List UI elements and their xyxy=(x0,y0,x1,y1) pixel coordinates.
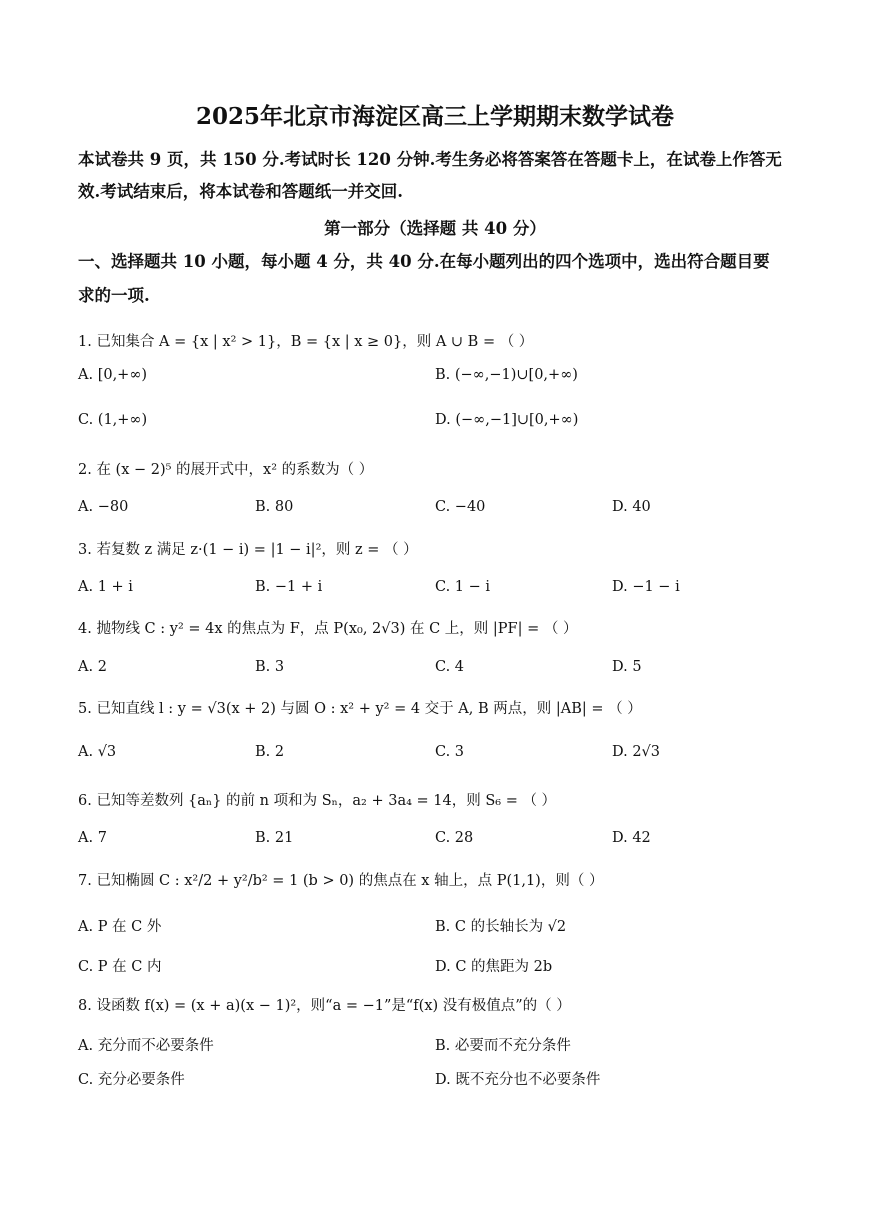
question-8-option-c: C. 充分必要条件 xyxy=(78,1072,185,1088)
question-7-option-d: D. C 的焦距为 2b xyxy=(435,959,553,975)
question-6-option-a: A. 7 xyxy=(78,830,107,846)
page-title: 2025年北京市海淀区高三上学期期末数学试卷 xyxy=(195,103,674,130)
question-8-option-a: A. 充分而不必要条件 xyxy=(78,1038,214,1054)
section-heading-line-1: 一、选择题共 10 小题，每小题 4 分，共 40 分.在每小题列出的四个选项中，选出符合题目要 xyxy=(78,252,770,271)
question-7-option-b: B. C 的长轴长为 √2 xyxy=(435,919,567,935)
question-2-option-b: B. 80 xyxy=(255,499,294,515)
question-5-option-d: D. 2√3 xyxy=(612,744,661,760)
question-2-option-a: A. −80 xyxy=(78,499,129,515)
question-1-option-c: C. (1,+∞) xyxy=(78,412,148,428)
question-1-option-a: A. [0,+∞) xyxy=(78,367,148,383)
question-8-stem: 8. 设函数 f(x) = (x + a)(x − 1)²，则“a = −1”是“f(x) 没有极值点”的（ ） xyxy=(78,998,571,1014)
question-5-stem: 5. 已知直线 l : y = √3(x + 2) 与圆 O : x² + y² = 4 交于 A, B 两点，则 |AB| = （ ） xyxy=(78,701,642,717)
question-3-option-a: A. 1 + i xyxy=(78,579,133,595)
question-1-stem: 1. 已知集合 A = {x | x² > 1}，B = {x | x ≥ 0}，则 A ∪ B = （ ） xyxy=(78,334,534,350)
question-3-option-d: D. −1 − i xyxy=(612,579,680,595)
question-1-option-d: D. (−∞,−1]∪[0,+∞) xyxy=(435,412,579,428)
question-4-stem: 4. 抛物线 C : y² = 4x 的焦点为 F，点 P(x₀, 2√3) 在 C 上，则 |PF| = （ ） xyxy=(78,621,578,637)
question-4-option-a: A. 2 xyxy=(78,659,107,675)
question-5-option-b: B. 2 xyxy=(255,744,285,760)
section-heading-line-2: 求的一项. xyxy=(78,286,150,305)
question-2-stem: 2. 在 (x − 2)⁵ 的展开式中，x² 的系数为（ ） xyxy=(78,462,374,478)
question-6-option-c: C. 28 xyxy=(435,830,474,846)
question-7-option-a: A. P 在 C 外 xyxy=(78,919,162,935)
question-5-option-c: C. 3 xyxy=(435,744,465,760)
question-6-option-d: D. 42 xyxy=(612,830,651,846)
question-5-option-a: A. √3 xyxy=(78,744,117,760)
question-3-option-b: B. −1 + i xyxy=(255,579,323,595)
question-2-option-d: D. 40 xyxy=(612,499,651,515)
question-3-option-c: C. 1 − i xyxy=(435,579,491,595)
question-3-stem: 3. 若复数 z 满足 z·(1 − i) = |1 − i|²，则 z = （ ） xyxy=(78,542,418,558)
intro-line-1: 本试卷共 9 页，共 150 分.考试时长 120 分钟.考生务必将答案答在答题卡上，在试卷上作答无 xyxy=(78,150,782,169)
question-1-option-b: B. (−∞,−1)∪[0,+∞) xyxy=(435,367,578,383)
question-6-option-b: B. 21 xyxy=(255,830,294,846)
question-6-stem: 6. 已知等差数列 {aₙ} 的前 n 项和为 Sₙ，a₂ + 3a₄ = 14，则 S₆ = （ ） xyxy=(78,793,557,809)
question-4-option-d: D. 5 xyxy=(612,659,642,675)
question-8-option-b: B. 必要而不充分条件 xyxy=(435,1038,571,1054)
question-7-stem: 7. 已知椭圆 C : x²/2 + y²/b² = 1 (b > 0) 的焦点在 x 轴上，点 P(1,1)，则（ ） xyxy=(78,873,604,889)
intro-line-2: 效.考试结束后，将本试卷和答题纸一并交回. xyxy=(78,182,403,201)
question-7-option-c: C. P 在 C 内 xyxy=(78,959,162,975)
question-8-option-d: D. 既不充分也不必要条件 xyxy=(435,1072,601,1088)
question-2-option-c: C. −40 xyxy=(435,499,486,515)
part-title: 第一部分（选择题 共 40 分） xyxy=(324,219,546,238)
question-4-option-b: B. 3 xyxy=(255,659,285,675)
question-4-option-c: C. 4 xyxy=(435,659,465,675)
